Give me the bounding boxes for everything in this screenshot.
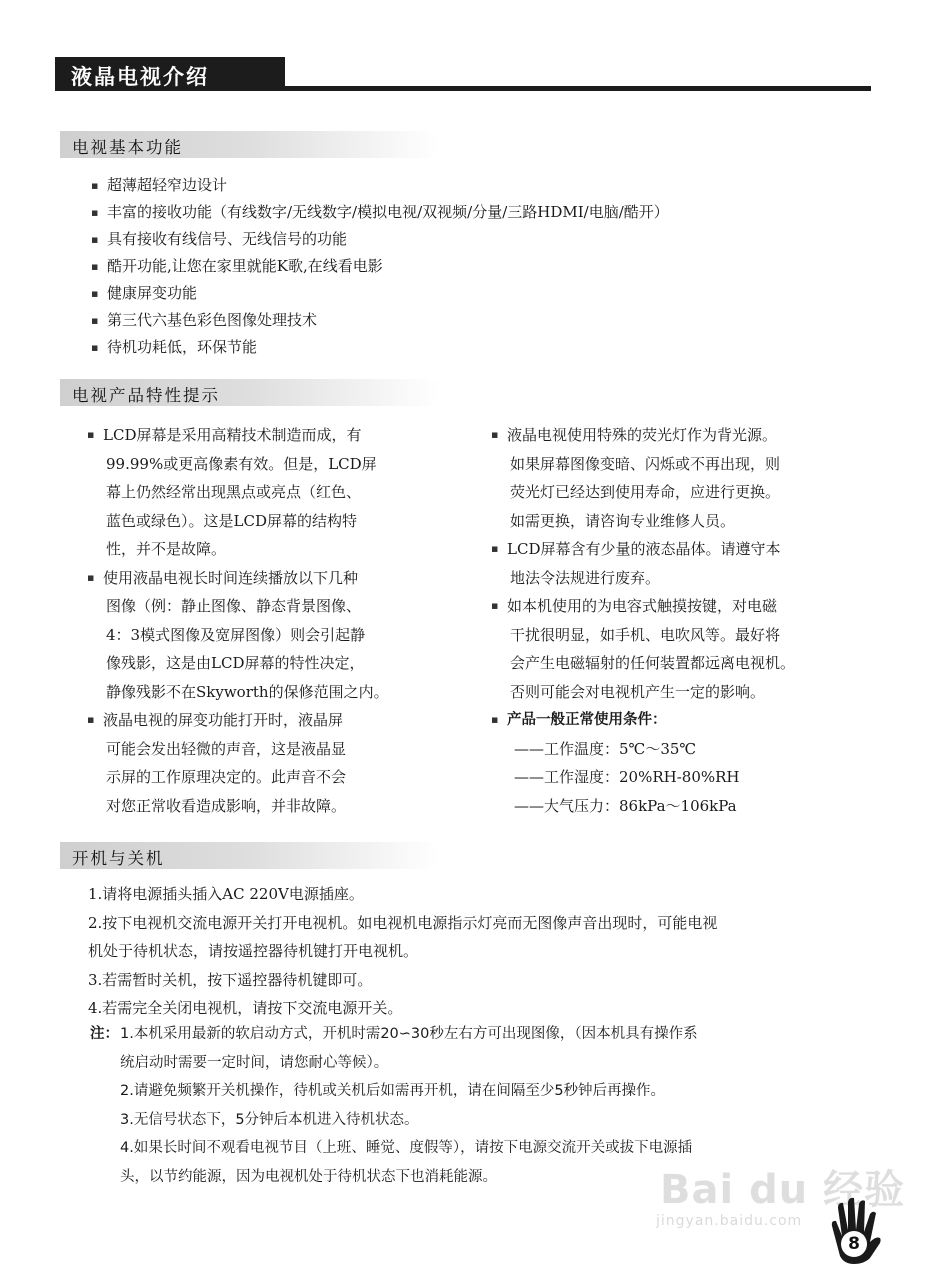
list-item: ▪ 如本机使用的为电容式触摸按键，对电磁 干扰很明显，如手机、电吹风等。最好将 会产生电磁辐射的任何装置都远离电视机。 否则可能会对电视机产生一定的影响。	[490, 592, 795, 706]
list-item: ▪ 待机功耗低，环保节能	[86, 334, 669, 361]
section-product-features-header	[60, 379, 440, 406]
list-item: ▪ 使用液晶电视长时间连续播放以下几种 图像（例：静止图像、静态背景图像、 4：3模式图像及宽屏图像）则会引起静 像残影，这是由LCD屏幕的特性决定， 静像残影不在Skyworth的保修范围之内。	[86, 564, 389, 707]
step-line: 机处于待机状态，请按遥控器待机键打开电视机。	[88, 942, 419, 960]
list-item: ▪ 第三代六基色彩色图像处理技术	[86, 307, 669, 334]
section-power-on-off-header	[60, 842, 440, 869]
features-right-column	[490, 421, 795, 820]
features-left-column	[86, 421, 389, 820]
note-line: 3.无信号状态下，5分钟后本机进入待机状态。	[120, 1111, 419, 1128]
baidu-watermark: Bai du 经验	[660, 1167, 906, 1213]
list-item: ▪ 丰富的接收功能（有线数字/无线数字/模拟电视/双视频/分量/三路HDMI/电脑/酷开）	[86, 199, 669, 226]
condition-temperature: ——工作温度：5℃～35℃	[514, 739, 697, 758]
step-line: 1.请将电源插头插入AC 220V电源插座。	[88, 885, 364, 903]
list-item: ▪ LCD屏幕是采用高精技术制造而成，有 99.99%或更高像素有效。但是，LCD屏 幕上仍然经常出现黑点或亮点（红色、 蓝色或绿色）。这是LCD屏幕的结构特 性，并不是故障。	[86, 421, 389, 564]
condition-pressure: ——大气压力：86kPa～106kPa	[514, 796, 737, 815]
step-line: 2.按下电视机交流电源开关打开电视机。如电视机电源指示灯亮而无图像声音出现时，可能电视	[88, 913, 718, 932]
note-line: 4.如果长时间不观看电视节目（上班、睡觉、度假等），请按下电源交流开关或拔下电源插	[120, 1140, 693, 1156]
notes-block	[90, 1020, 870, 1191]
conditions-block	[490, 706, 795, 735]
list-item: ▪ 液晶电视的屏变功能打开时，液晶屏 可能会发出轻微的声音，这是液晶显 示屏的工作原理决定的。此声音不会 对您正常收看造成影响，并非故障。	[86, 706, 389, 820]
list-item: ▪ 超薄超轻窄边设计	[86, 172, 669, 199]
power-steps	[88, 880, 868, 1023]
section-title: 电视基本功能	[72, 138, 183, 157]
list-item: ▪ 健康屏变功能	[86, 280, 669, 307]
header-curve-decoration	[210, 52, 290, 92]
basic-functions-list	[86, 172, 669, 361]
step-line: 3.若需暂时关机，按下遥控器待机键即可。	[88, 970, 373, 989]
note-label: 注：	[90, 1026, 119, 1042]
section-basic-functions-header	[60, 131, 440, 158]
list-item: ▪ 具有接收有线信号、无线信号的功能	[86, 226, 669, 253]
watermark-url: jingyan.baidu.com	[656, 1213, 803, 1229]
note-line: 1.本机采用最新的软启动方式，开机时需20∽30秒左右方可出现图像，（因本机具有操作系	[120, 1026, 698, 1042]
condition-humidity: ——工作湿度：20%RH-80%RH	[514, 768, 740, 786]
section-title: 开机与关机	[72, 849, 165, 868]
note-line: 2.请避免频繁开关机操作，待机或关机后如需再开机，请在间隔至少5秒钟后再操作。	[120, 1083, 666, 1099]
header-title: 液晶电视介绍	[71, 65, 209, 89]
note-line: 统启动时需要一定时间，请您耐心等候）。	[120, 1054, 389, 1071]
list-item: ▪ 酷开功能,让您在家里就能K歌,在线看电影	[86, 253, 669, 280]
section-title: 电视产品特性提示	[72, 386, 220, 405]
page-number: 8	[841, 1231, 867, 1257]
conditions-title: ▪ 产品一般正常使用条件：	[507, 712, 667, 728]
note-line: 头，以节约能源，因为电视机处于待机状态下也消耗能源。	[120, 1168, 497, 1185]
header-rule	[285, 86, 871, 91]
list-item: ▪ LCD屏幕含有少量的液态晶体。请遵守本 地法令法规进行废弃。	[490, 535, 795, 592]
list-item: ▪ 液晶电视使用特殊的荧光灯作为背光源。 如果屏幕图像变暗、闪烁或不再出现，则 荧光灯已经达到使用寿命，应进行更换。 如需更换，请咨询专业维修人员。	[490, 421, 795, 535]
step-line: 4.若需完全关闭电视机，请按下交流电源开关。	[88, 999, 403, 1017]
